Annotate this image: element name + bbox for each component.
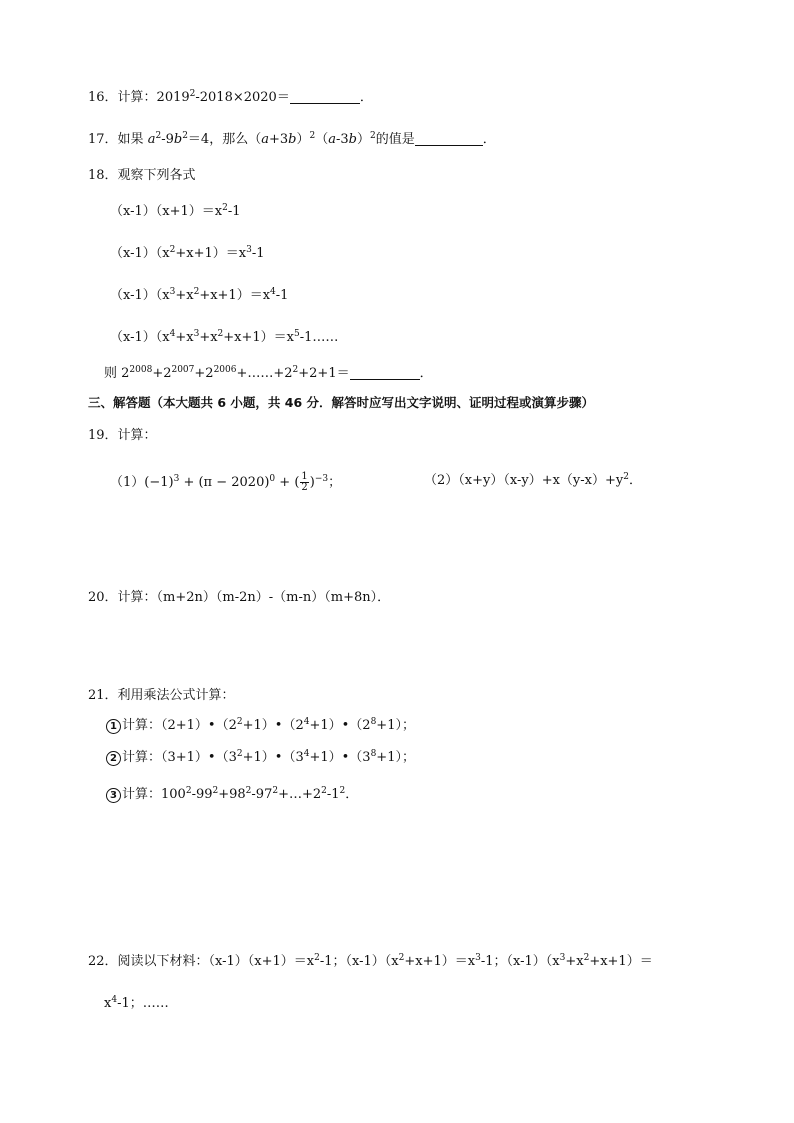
circled-number: 1 xyxy=(106,719,121,734)
question-19-part-1: $(1)(-1)^3 + (\pi - 2020)^0$ + ( $\frac{1}{2}$ )$^{-3}$； xyxy=(110,471,342,493)
question-21-item-2: 2 计算：$(3+1)•(3^2+1)•(3^4+1)•(3^8+1)$； xyxy=(106,749,415,767)
question-18: 18．观察下列各式 xyxy=(88,168,196,183)
observe-line-3: $(x-1)(x^3+x^2+x+1)=x^4-1$ xyxy=(110,287,289,303)
observe-line-4: $(x-1)(x^4+x^3+x^2+x+1)=x^5-1\dots\dots$ xyxy=(110,329,339,345)
answer-blank[interactable] xyxy=(415,131,483,146)
observe-line-2: $(x-1)(x^2+x+1)=x^3-1$ xyxy=(110,245,265,261)
observe-line-1: $(x-1)(x+1)=x^2-1$ xyxy=(110,203,241,219)
question-16: 16．计算：$2019^2-2018\times 2020=$ ． xyxy=(88,89,373,105)
question-22-line-1: 22．阅读以下材料：$(x-1)(x+1)=x^2-1$；$(x-1)(x^2+x+1)=x^3-1$；$(x-1)(x^3+x^2+x+1)=$ xyxy=(88,953,653,969)
question-21-item-1: 1 计算：$(2+1)•(2^2+1)•(2^4+1)•(2^8+1)$； xyxy=(106,717,415,735)
question-21: 21．利用乘法公式计算： xyxy=(88,688,235,703)
question-21-item-3: 3 计算：$100^2-99^2+98^2-97^2+\dots+2^2-1^2$． xyxy=(106,786,358,804)
question-19-part-2: $(2)(x+y)(x-y)+x(y-x)+y^2$． xyxy=(424,472,642,488)
answer-blank[interactable] xyxy=(290,89,360,104)
circled-number: 3 xyxy=(106,788,121,803)
question-20: 20．计算：（m+2n）（m-2n）-（m-n）（m+8n）． xyxy=(88,590,391,605)
section-heading: 三、解答题（本大题共 6 小题，共 46 分．解答时应写出文字说明、证明过程或演算步骤） xyxy=(88,395,595,410)
circled-number: 2 xyxy=(106,751,121,766)
question-17: 17．如果 $a^2-9b^2=4$，那么$(a+3b)^2(a-3b)^2$的值是 ． xyxy=(88,131,496,147)
fraction: $\frac{1}{2}$ xyxy=(301,471,308,493)
question-18-then: 则 $2^{2008}+2^{2007}+2^{2006}+\dots\dots+2^2+2+1=$ ． xyxy=(104,365,433,381)
question-19: 19．计算： xyxy=(88,428,157,443)
answer-blank[interactable] xyxy=(350,365,420,380)
question-22-line-2: $x^4-1$；…… xyxy=(104,995,169,1011)
